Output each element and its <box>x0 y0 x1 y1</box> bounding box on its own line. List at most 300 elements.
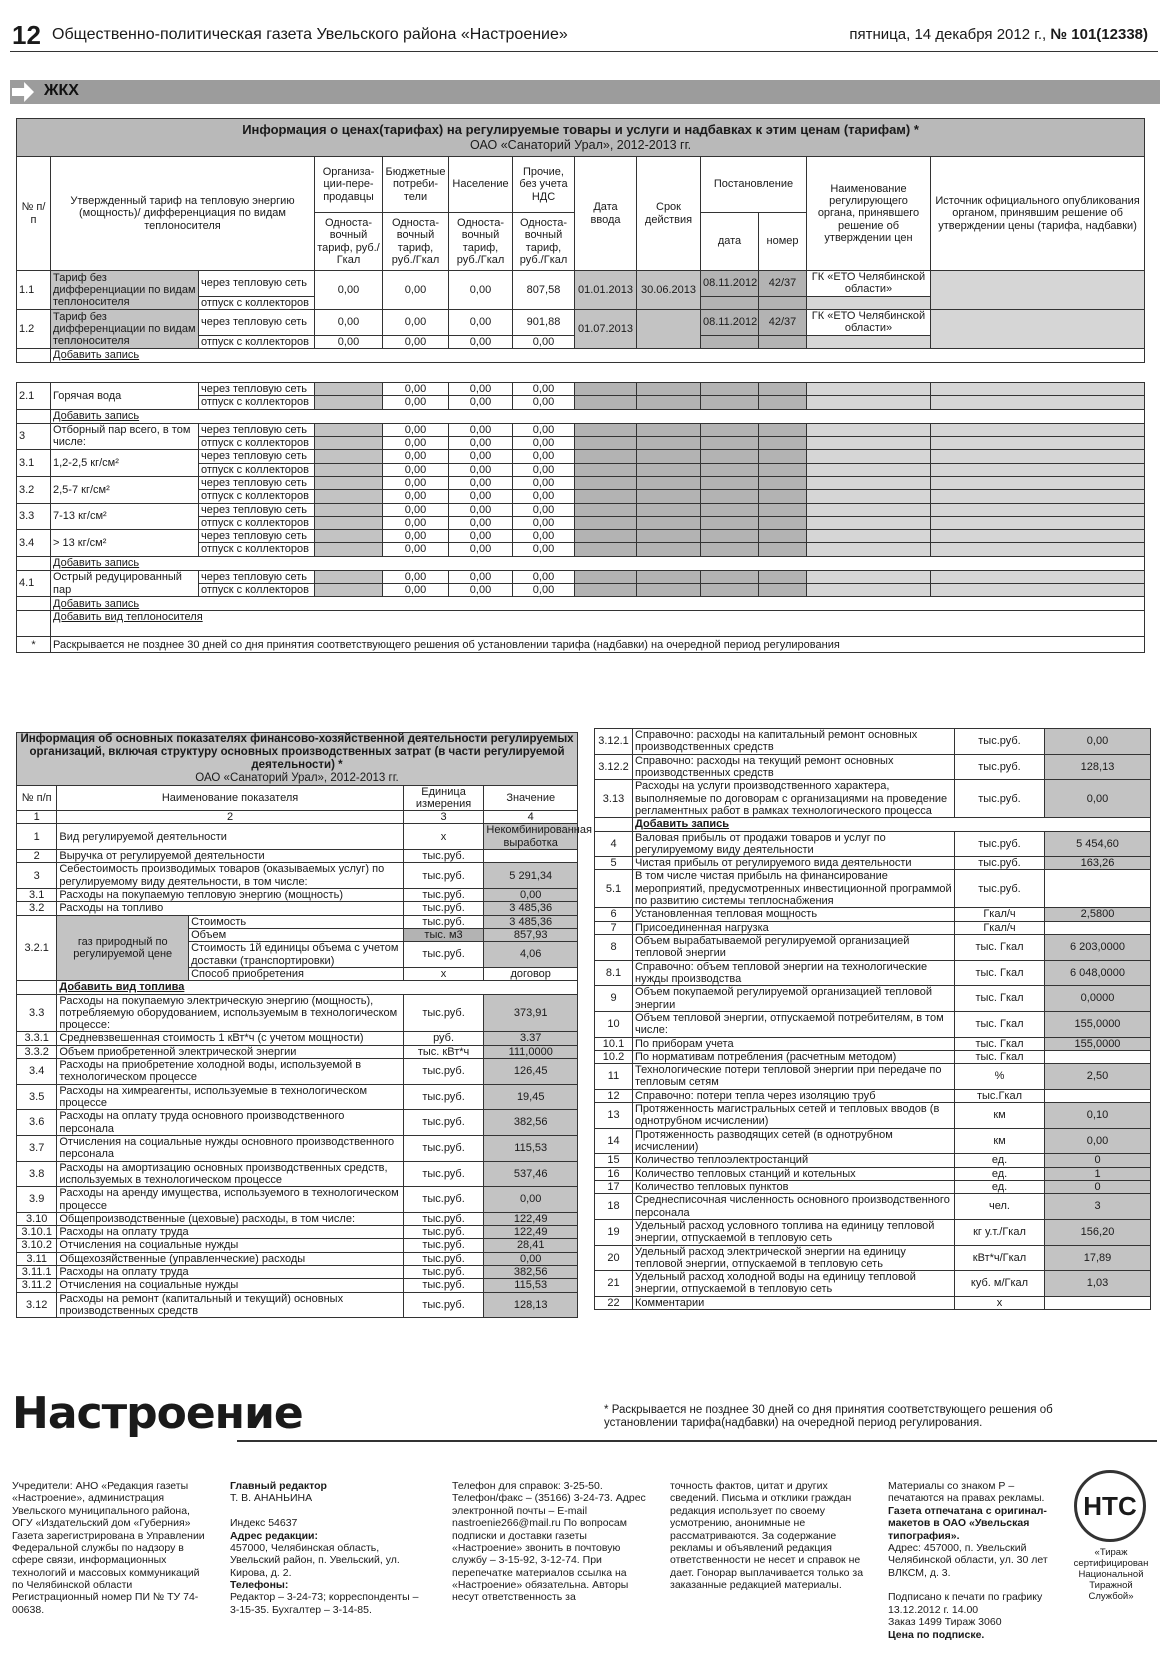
decree-number-cell <box>759 463 807 476</box>
value-cell <box>315 530 383 543</box>
row-name: Протяженность разводящих сетей (в однотрубном исчислении) <box>633 1128 955 1154</box>
value-cell: 126,45 <box>484 1059 578 1085</box>
row-name: Расходы на топливо <box>57 902 403 915</box>
value-cell: 0,00 <box>383 516 449 529</box>
unit-cell: тыс. кВт*ч <box>403 1045 484 1058</box>
table-row <box>595 1011 1151 1037</box>
col-name: Утвержденный тариф на тепловую энергию (мощность)/ дифференциация по видам теплоносителя <box>51 157 315 271</box>
footer-contacts: Телефон для справок: 3-25-50. Телефон/факс – (35166) 3-24-73. Адрес электронной почты – E-mail nastroenie266@mail.ru По вопросам подписки и доставки газеты «Настроение» звонить в почтовую службу – 3-15-92, 3-12-74. При перепечатке материалов ссылка на «Настроение» обязательна. Авторы несут ответственность за <box>452 1480 646 1604</box>
value-cell: 0,00 <box>513 516 575 529</box>
page-number: 12 <box>12 20 41 50</box>
mode-label: через тепловую сеть <box>199 271 315 297</box>
cell <box>17 409 51 423</box>
row-num: 11 <box>595 1064 633 1090</box>
decree-number-cell <box>759 335 807 349</box>
date-cell <box>575 584 637 597</box>
row-num: 18 <box>595 1194 633 1220</box>
table-row <box>17 824 578 850</box>
value-cell <box>315 570 383 583</box>
value-cell: 122,49 <box>484 1212 578 1225</box>
value-cell: 111,0000 <box>484 1045 578 1058</box>
page-header <box>10 20 1158 52</box>
value-cell: 0 <box>1045 1154 1151 1167</box>
col-budget: Бюджетные потреби-тели <box>383 157 449 213</box>
date-cell: 01.07.2013 <box>575 310 637 349</box>
table-row <box>17 902 578 915</box>
value-cell: 5 291,34 <box>484 863 578 889</box>
org-cell <box>807 463 931 476</box>
decree-date-cell <box>701 423 759 436</box>
row-num: 15 <box>595 1154 633 1167</box>
table-row <box>17 1110 578 1136</box>
decree-date-cell <box>701 476 759 489</box>
col-org: Наименование регулирующего органа, принявшего решение об утверждении цен <box>807 157 931 271</box>
mode-label: отпуск с коллекторов <box>199 436 315 449</box>
source-cell <box>931 503 1145 516</box>
value-cell: 0,00 <box>449 584 513 597</box>
row-num: 3.11.1 <box>17 1266 57 1279</box>
value-cell: 0,00 <box>484 1252 578 1265</box>
table-row <box>17 530 1145 543</box>
row-name: Объем вырабатываемой регулируемой организацией тепловой энергии <box>633 935 955 961</box>
value-cell: 0,00 <box>383 584 449 597</box>
unit-cell: х <box>955 1296 1045 1309</box>
value-cell: 0,00 <box>449 396 513 409</box>
value-cell: 0,00 <box>383 310 449 336</box>
section-band <box>10 80 1160 104</box>
value-cell: 0,00 <box>449 516 513 529</box>
unit-cell: Гкал/ч <box>955 908 1045 921</box>
table-row <box>595 1154 1151 1167</box>
add-record-link[interactable]: Добавить запись <box>633 818 1151 831</box>
row-name: Общехозяйственные (управленческие) расходы <box>57 1252 403 1265</box>
value-cell: 115,53 <box>484 1135 578 1161</box>
source-cell <box>931 396 1145 409</box>
date-cell <box>575 423 637 436</box>
row-name: Удельный расход холодной воды на единицу тепловой энергии, отпускаемой в тепловую сеть <box>633 1271 955 1297</box>
row-num: 3.9 <box>17 1187 57 1213</box>
value-cell: 0,00 <box>513 335 575 349</box>
term-cell <box>637 516 701 529</box>
value-cell: 0,00 <box>513 396 575 409</box>
table-row <box>17 1252 578 1265</box>
value-cell: 382,56 <box>484 1266 578 1279</box>
value-cell <box>315 584 383 597</box>
source-cell <box>931 436 1145 449</box>
value-cell <box>1045 1050 1151 1063</box>
unit-cell: тыс.руб. <box>403 902 484 915</box>
term-cell <box>637 503 701 516</box>
table-row <box>17 1239 578 1252</box>
seal-caption: «Тираж сертифицирован Национальной Тиражной Службой» <box>1073 1547 1149 1602</box>
value-cell: 6 203,0000 <box>1045 935 1151 961</box>
table-row <box>595 1180 1151 1193</box>
row-num: 1.2 <box>17 310 51 349</box>
col-index: 1 <box>17 811 57 824</box>
row-num: 3 <box>17 423 51 450</box>
unit-cell: % <box>955 1064 1045 1090</box>
org-cell <box>807 543 931 556</box>
row-name: Вид регулируемой деятельности <box>57 824 403 850</box>
row-name: По нормативам потребления (расчетным методом) <box>633 1050 955 1063</box>
value-cell <box>1045 1089 1151 1102</box>
value-cell: 128,13 <box>484 1292 578 1318</box>
unit-cell: км <box>955 1103 1045 1129</box>
row-num: 3.2 <box>17 902 57 915</box>
unit-cell: Односта-вочный тариф, руб./Гкал <box>449 213 513 271</box>
unit-cell: тыс.руб. <box>403 1084 484 1110</box>
table-row <box>595 857 1151 870</box>
unit-cell: тыс. Гкал <box>955 986 1045 1012</box>
mode-label: отпуск с коллекторов <box>199 463 315 476</box>
table-row <box>595 960 1151 986</box>
value-cell: 0,00 <box>1045 780 1151 818</box>
col-population: Население <box>449 157 513 213</box>
table-row <box>595 908 1151 921</box>
unit-cell: х <box>403 967 484 980</box>
value-cell <box>315 383 383 396</box>
value-cell: 0,00 <box>383 543 449 556</box>
unit-cell: тыс.Гкал <box>955 1089 1045 1102</box>
value-cell: 0,00 <box>513 584 575 597</box>
value-cell: 0,00 <box>449 490 513 503</box>
date-cell <box>575 383 637 396</box>
value-cell: 0,00 <box>449 463 513 476</box>
unit-cell: тыс.руб. <box>403 1110 484 1136</box>
footer-editor: Главный редактор Т. В. АНАНЬИНА Индекс 54637 Адрес редакции: 457000, Челябинская область, Увельский район, п. Увельский, ул. Кирова, д. 2. Телефоны: Редактор – 3-24-73; корреспонденты – 3-15-35. Бухгалтер – 3-14-85. <box>230 1480 419 1616</box>
sub-name: Стоимость 1й единицы объема с учетом доставки (транспортировки) <box>189 942 404 968</box>
tariffs-table-body <box>16 382 1144 653</box>
decree-number-cell <box>759 396 807 409</box>
table-row <box>595 1103 1151 1129</box>
org-cell <box>807 383 931 396</box>
sub-name: Способ приобретения <box>189 967 404 980</box>
value-cell: 0,00 <box>383 335 449 349</box>
org-cell <box>807 584 931 597</box>
term-cell <box>637 463 701 476</box>
org-cell: ГК «ЕТО Челябинской области» <box>807 310 931 336</box>
row-name: По приборам учета <box>633 1037 955 1050</box>
cell <box>17 597 51 611</box>
value-cell <box>315 436 383 449</box>
value-cell <box>315 476 383 489</box>
tariffs-title: Информация о ценах(тарифах) на регулируемые товары и услуги и надбавках к этим ценам (тарифам) * ОАО «Санаторий Урал», 2012-2013 гг. <box>17 119 1145 157</box>
mode-label: через тепловую сеть <box>199 530 315 543</box>
value-cell: 0,00 <box>449 436 513 449</box>
date-cell <box>575 490 637 503</box>
unit-cell: км <box>955 1128 1045 1154</box>
value-cell: 0,00 <box>449 530 513 543</box>
col-decree: Постановление <box>701 157 807 213</box>
row-name: Удельный расход условного топлива на единицу тепловой энергии, отпускаемой в тепловую сеть <box>633 1219 955 1245</box>
row-num: 3.11.2 <box>17 1279 57 1292</box>
decree-number-cell <box>759 450 807 463</box>
mode-label: через тепловую сеть <box>199 423 315 436</box>
finance-table-continued <box>594 728 1151 1310</box>
unit-cell: ед. <box>955 1180 1045 1193</box>
row-name: Объем тепловой энергии, отпускаемой потребителям, в том числе: <box>633 1011 955 1037</box>
value-cell: Некомбинированная выработка <box>484 824 578 850</box>
org-cell <box>807 436 931 449</box>
unit-cell: тыс.руб. <box>403 1226 484 1239</box>
value-cell: 0,00 <box>383 383 449 396</box>
table-row <box>595 1219 1151 1245</box>
row-num: 6 <box>595 908 633 921</box>
row-name: Острый редуцированный пар <box>51 570 199 597</box>
source-cell <box>931 530 1145 543</box>
mode-label: через тепловую сеть <box>199 450 315 463</box>
row-name: Отчисления на социальные нужды <box>57 1279 403 1292</box>
unit-cell: тыс.руб. <box>955 857 1045 870</box>
table-row <box>17 503 1145 516</box>
value-cell: 0,00 <box>449 383 513 396</box>
row-name: Отчисления на социальные нужды <box>57 1239 403 1252</box>
unit-cell: тыс. Гкал <box>955 960 1045 986</box>
row-num: 3.10 <box>17 1212 57 1225</box>
value-cell: договор <box>484 967 578 980</box>
table-row <box>595 1194 1151 1220</box>
row-name: Среднесписочная численность основного производственного персонала <box>633 1194 955 1220</box>
row-num: 5 <box>595 857 633 870</box>
table-row <box>17 889 578 902</box>
unit-cell: Односта-вочный тариф, руб./Гкал <box>383 213 449 271</box>
row-name: Отчисления на социальные нужды основного производственного персонала <box>57 1135 403 1161</box>
mode-label: отпуск с коллекторов <box>199 335 315 349</box>
add-fuel-link[interactable]: Добавить вид топлива <box>57 981 578 994</box>
col-index: 4 <box>484 811 578 824</box>
value-cell: 382,56 <box>484 1110 578 1136</box>
row-num: 4 <box>595 831 633 857</box>
col-num: № п/п <box>17 785 57 811</box>
value-cell: 0,00 <box>513 463 575 476</box>
circulation-seal-icon: НТС <box>1074 1470 1146 1542</box>
col-num: № п/п <box>17 157 51 271</box>
unit-cell: Гкал/ч <box>955 921 1045 934</box>
value-cell: 0,10 <box>1045 1103 1151 1129</box>
value-cell: 156,20 <box>1045 1219 1151 1245</box>
tariffs-table <box>16 118 1145 363</box>
unit-cell: кВт*ч/Гкал <box>955 1245 1045 1271</box>
row-name: Расходы на оплату труда <box>57 1226 403 1239</box>
row-num: 3.2 <box>17 476 51 503</box>
row-name: Количество теплоэлектростанций <box>633 1154 955 1167</box>
unit-cell: Односта-вочный тариф, руб./Гкал <box>513 213 575 271</box>
mode-label: отпуск с коллекторов <box>199 296 315 310</box>
add-record-link[interactable]: Добавить запись <box>51 556 1145 570</box>
row-name: Средневзвешенная стоимость 1 кВт*ч (с учетом мощности) <box>57 1032 403 1045</box>
unit-cell: тыс.руб. <box>403 915 484 928</box>
table-row <box>595 1167 1151 1180</box>
table-row <box>17 1059 578 1085</box>
row-name: Расходы на покупаемую электрическую энергию (мощность), потребляемую оборудованием, используемым в технологическом процессе: <box>57 994 403 1032</box>
row-num: 9 <box>595 986 633 1012</box>
date-cell <box>575 463 637 476</box>
date-cell: 01.01.2013 <box>575 271 637 310</box>
decree-number-cell <box>759 296 807 310</box>
value-cell <box>1045 1296 1151 1309</box>
term-cell <box>637 450 701 463</box>
unit-cell: тыс.руб. <box>403 863 484 889</box>
date-cell <box>575 450 637 463</box>
mode-label: через тепловую сеть <box>199 383 315 396</box>
source-cell <box>931 463 1145 476</box>
row-num: 12 <box>595 1089 633 1102</box>
row-num: 3.5 <box>17 1084 57 1110</box>
row-num: 20 <box>595 1245 633 1271</box>
decree-number-cell <box>759 570 807 583</box>
col-term: Срок действия <box>637 157 701 271</box>
decree-number-cell <box>759 530 807 543</box>
table-row <box>595 1128 1151 1154</box>
decree-number-cell <box>759 543 807 556</box>
arrow-icon <box>12 82 34 102</box>
decree-number-cell <box>759 490 807 503</box>
table-row <box>595 831 1151 857</box>
value-cell: 857,93 <box>484 928 578 941</box>
row-name: Объем приобретенной электрической энергии <box>57 1045 403 1058</box>
row-num: 3.3.1 <box>17 1032 57 1045</box>
unit-cell: тыс.руб. <box>403 1266 484 1279</box>
row-num: 3.13 <box>595 780 633 818</box>
col-index: 2 <box>57 811 403 824</box>
row-num: 3.2.1 <box>17 915 57 981</box>
unit-cell: тыс. Гкал <box>955 1011 1045 1037</box>
add-record-link[interactable]: Добавить запись <box>51 349 1145 363</box>
sub-name: Объем <box>189 928 404 941</box>
org-cell <box>807 450 931 463</box>
row-name: Отборный пар всего, в том числе: <box>51 423 199 450</box>
value-cell: 0,00 <box>449 476 513 489</box>
value-cell <box>1045 870 1151 908</box>
table-row <box>595 1271 1151 1297</box>
add-type-link[interactable]: Добавить вид теплоносителя <box>51 611 1145 637</box>
value-cell: 0,00 <box>449 335 513 349</box>
row-name: Расходы на услуги производственного характера, выполняемые по договорам с организациями на проведение регламентных работ в рамках технологического процесса <box>633 780 955 818</box>
org-cell <box>807 335 931 349</box>
table-row <box>17 570 1145 583</box>
decree-date-cell <box>701 543 759 556</box>
decree-date-cell <box>701 383 759 396</box>
row-name: Расходы на оплату труда <box>57 1266 403 1279</box>
row-num: 7 <box>595 921 633 934</box>
value-cell: 0,00 <box>513 450 575 463</box>
unit-cell: тыс.руб. <box>955 870 1045 908</box>
row-name: Тариф без дифференциации по видам теплоносителя <box>51 310 199 349</box>
mode-label: через тепловую сеть <box>199 503 315 516</box>
value-cell: 155,0000 <box>1045 1011 1151 1037</box>
source-cell <box>931 423 1145 436</box>
masthead-divider <box>237 1440 1157 1442</box>
term-cell <box>637 530 701 543</box>
masthead-logo: Настроение <box>12 1388 303 1439</box>
source-cell <box>931 310 1145 349</box>
value-cell <box>315 463 383 476</box>
decree-date-cell <box>701 436 759 449</box>
col-value: Значение <box>484 785 578 811</box>
finance-table <box>16 732 592 1318</box>
mode-label: через тепловую сеть <box>199 570 315 583</box>
add-record-link[interactable]: Добавить запись <box>51 597 1145 611</box>
value-cell: 0,00 <box>383 503 449 516</box>
value-cell: 2,5800 <box>1045 908 1151 921</box>
col-source: Источник официального опубликования органом, принявшим решение об утверждении цены (тарифа, надбавки) <box>931 157 1145 271</box>
value-cell: 17,89 <box>1045 1245 1151 1271</box>
table-row <box>17 1032 578 1045</box>
row-name: Установленная тепловая мощность <box>633 908 955 921</box>
value-cell: 0,00 <box>315 271 383 310</box>
source-cell <box>931 383 1145 396</box>
value-cell: 155,0000 <box>1045 1037 1151 1050</box>
unit-cell: тыс. м3 <box>403 928 484 941</box>
table-row <box>17 1187 578 1213</box>
decree-number-cell <box>759 436 807 449</box>
unit-cell: тыс.руб. <box>403 1279 484 1292</box>
row-name: Справочно: потери тепла через изоляцию труб <box>633 1089 955 1102</box>
row-num: 3.10.2 <box>17 1239 57 1252</box>
unit-cell: тыс.руб. <box>403 889 484 902</box>
value-cell: 0,00 <box>449 450 513 463</box>
table-row <box>17 1135 578 1161</box>
table-row <box>17 863 578 889</box>
unit-cell: тыс. Гкал <box>955 1050 1045 1063</box>
row-num: 3.1 <box>17 889 57 902</box>
row-name: Расходы на приобретение холодной воды, используемой в технологическом процессе <box>57 1059 403 1085</box>
row-num: 8.1 <box>595 960 633 986</box>
value-cell: 807,58 <box>513 271 575 310</box>
value-cell: 0,00 <box>383 423 449 436</box>
row-num: 10 <box>595 1011 633 1037</box>
row-name: Расходы на химреагенты, используемые в технологическом процессе <box>57 1084 403 1110</box>
row-num: 19 <box>595 1219 633 1245</box>
source-cell <box>931 543 1145 556</box>
value-cell: 0,00 <box>513 570 575 583</box>
value-cell <box>315 503 383 516</box>
col-unit: Единица измерения <box>403 785 484 811</box>
row-name: В том числе чистая прибыль на финансирование мероприятий, предусмотренных инвестиционной программой по развитию системы теплоснабжения <box>633 870 955 908</box>
value-cell: 2,50 <box>1045 1064 1151 1090</box>
table-row <box>17 1279 578 1292</box>
table-row <box>595 1037 1151 1050</box>
unit-cell: тыс.руб. <box>955 754 1045 780</box>
decree-number-cell <box>759 383 807 396</box>
value-cell: 0,00 <box>315 310 383 336</box>
value-cell: 115,53 <box>484 1279 578 1292</box>
row-name: Валовая прибыль от продажи товаров и услуг по регулируемому виду деятельности <box>633 831 955 857</box>
add-record-link[interactable]: Добавить запись <box>51 409 1145 423</box>
value-cell <box>315 543 383 556</box>
value-cell <box>315 490 383 503</box>
row-num: 3.10.1 <box>17 1226 57 1239</box>
row-num: 2 <box>17 850 57 863</box>
unit-cell: тыс.руб. <box>403 1059 484 1085</box>
value-cell: 3 <box>1045 1194 1151 1220</box>
source-cell <box>931 584 1145 597</box>
term-cell <box>637 423 701 436</box>
decree-number-cell: 42/37 <box>759 271 807 297</box>
issue-number: № 101(12338) <box>1050 26 1148 43</box>
value-cell <box>315 450 383 463</box>
org-cell <box>807 490 931 503</box>
decree-date-cell: 08.11.2012 <box>701 271 759 297</box>
col-index: 3 <box>403 811 484 824</box>
table-row <box>17 850 578 863</box>
finance-title: Информация об основных показателях финансово-хозяйственной деятельности регулируемых организаций, включая структуру основных производственных затрат (в части регулируемой деятельности) * ОАО «Санаторий Урал», 2012-2013 гг. <box>17 733 578 786</box>
row-name: Объем покупаемой регулируемой организацией тепловой энергии <box>633 986 955 1012</box>
table-row <box>595 921 1151 934</box>
org-cell <box>807 530 931 543</box>
value-cell: 0,00 <box>383 490 449 503</box>
date-cell <box>575 530 637 543</box>
